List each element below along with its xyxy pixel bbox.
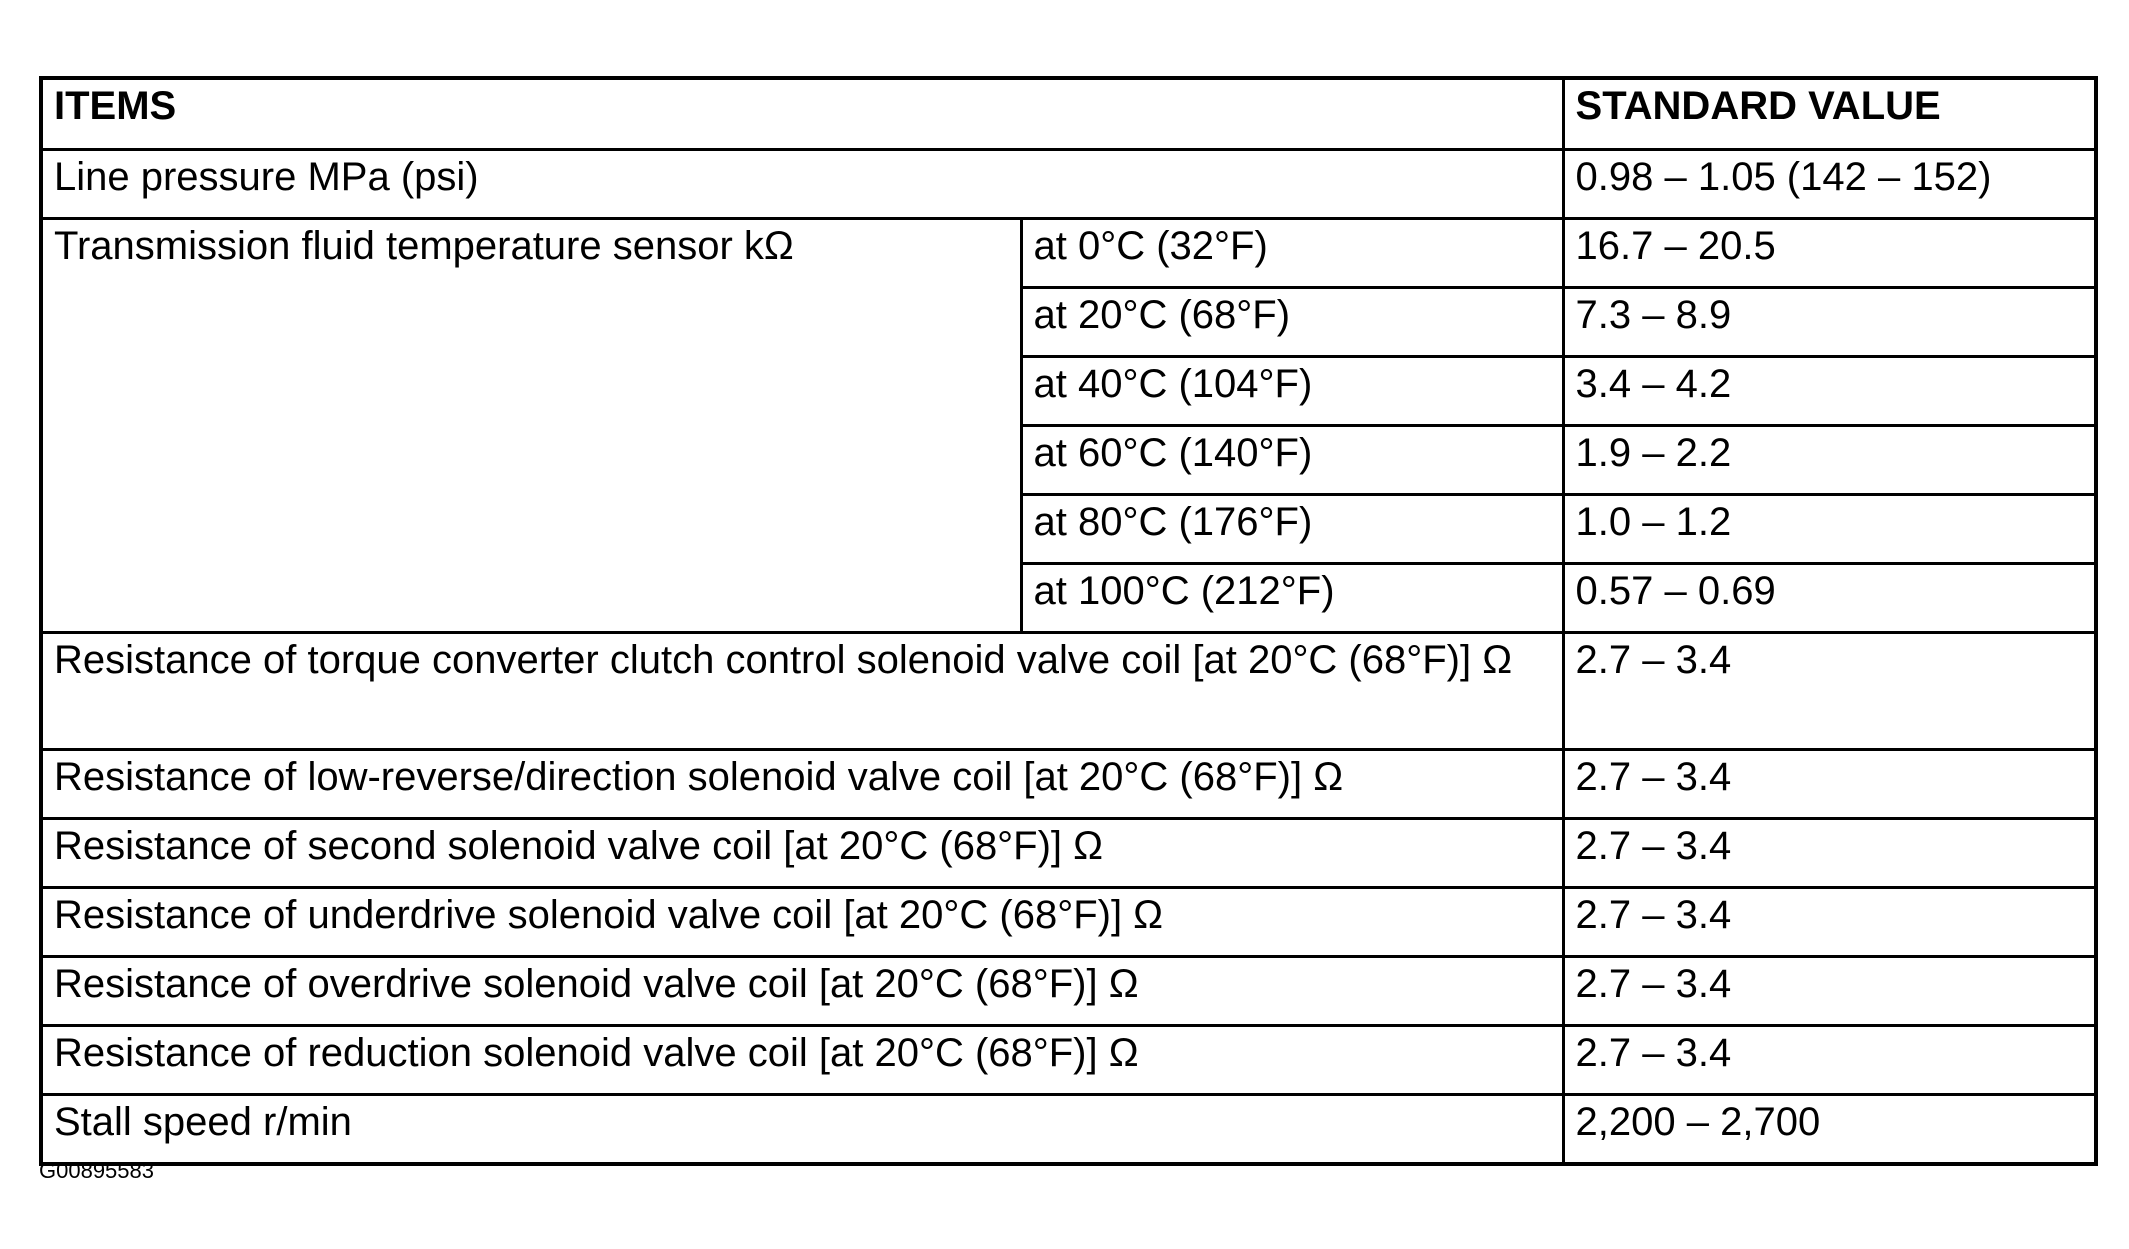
table-row [41,888,2096,957]
value-low-reverse-solenoid: 2.7 – 3.4 [1563,750,2096,819]
item-low-reverse-solenoid: Resistance of low-reverse/direction solenoid valve coil [at 20°C (68°F)] Ω [41,750,1563,819]
value-underdrive-solenoid: 2.7 – 3.4 [1563,888,2096,957]
specifications-table [39,76,2098,1166]
condition-cell: at 80°C (176°F) [1021,495,1563,564]
table-row [41,1095,2096,1165]
item-reduction-solenoid: Resistance of reduction solenoid valve coil [at 20°C (68°F)] Ω [41,1026,1563,1095]
condition-cell: at 100°C (212°F) [1021,564,1563,633]
item-tft-sensor: Transmission fluid temperature sensor kΩ [41,219,1021,633]
value-line-pressure: 0.98 – 1.05 (142 – 152) [1563,150,2096,219]
table-row [41,219,2096,288]
item-line-pressure: Line pressure MPa (psi) [41,150,1563,219]
condition-cell: at 60°C (140°F) [1021,426,1563,495]
table-header-row [41,78,2096,150]
item-underdrive-solenoid: Resistance of underdrive solenoid valve coil [at 20°C (68°F)] Ω [41,888,1563,957]
condition-cell: at 0°C (32°F) [1021,219,1563,288]
table-row [41,633,2096,750]
table-row [41,1026,2096,1095]
table-row [41,957,2096,1026]
value-cell: 7.3 – 8.9 [1563,288,2096,357]
value-second-solenoid: 2.7 – 3.4 [1563,819,2096,888]
value-cell: 3.4 – 4.2 [1563,357,2096,426]
item-overdrive-solenoid: Resistance of overdrive solenoid valve coil [at 20°C (68°F)] Ω [41,957,1563,1026]
condition-cell: at 20°C (68°F) [1021,288,1563,357]
table-row [41,819,2096,888]
condition-cell: at 40°C (104°F) [1021,357,1563,426]
value-stall-speed: 2,200 – 2,700 [1563,1095,2096,1165]
item-second-solenoid: Resistance of second solenoid valve coil [at 20°C (68°F)] Ω [41,819,1563,888]
figure-code: G00895583 [39,1158,154,1183]
table-row [41,150,2096,219]
table-row [41,750,2096,819]
item-stall-speed: Stall speed r/min [41,1095,1563,1165]
header-standard-value: STANDARD VALUE [1563,78,2096,150]
value-cell: 0.57 – 0.69 [1563,564,2096,633]
value-overdrive-solenoid: 2.7 – 3.4 [1563,957,2096,1026]
value-cell: 1.0 – 1.2 [1563,495,2096,564]
header-items: ITEMS [41,78,1563,150]
item-tcc-solenoid: Resistance of torque converter clutch control solenoid valve coil [at 20°C (68°F)] Ω [41,633,1563,750]
value-cell: 1.9 – 2.2 [1563,426,2096,495]
value-cell: 16.7 – 20.5 [1563,219,2096,288]
value-tcc-solenoid: 2.7 – 3.4 [1563,633,2096,750]
value-reduction-solenoid: 2.7 – 3.4 [1563,1026,2096,1095]
